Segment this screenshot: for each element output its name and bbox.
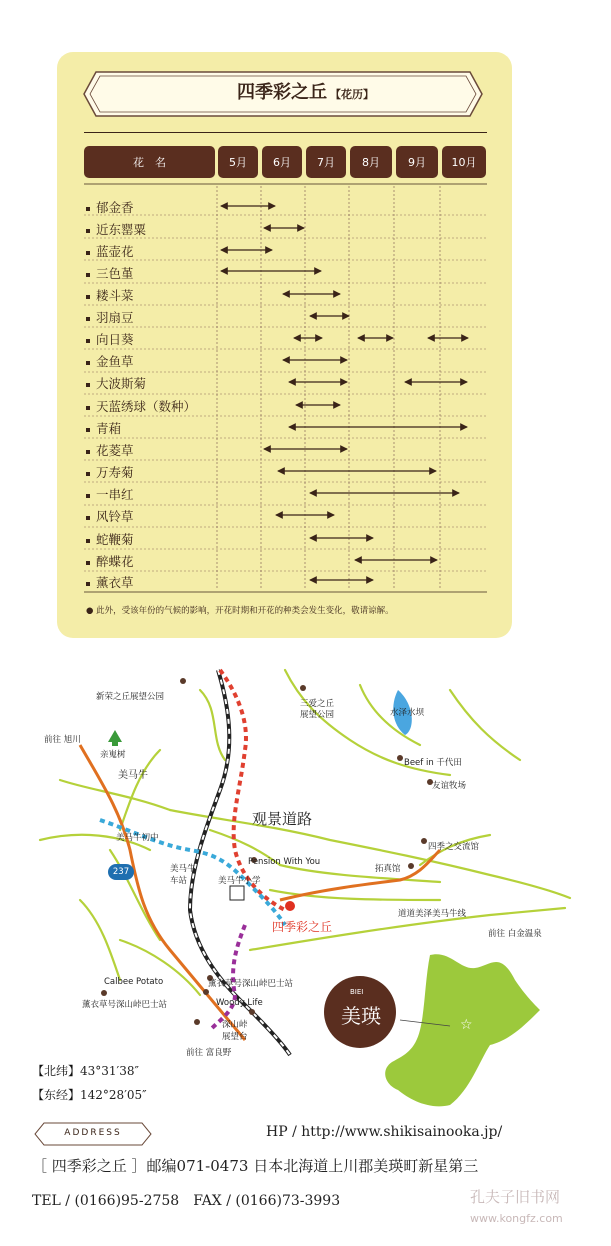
tel-fax: TEL / (0166)95-2758 FAX / (0166)73-3993 [32,1193,341,1209]
biei-label: 美瑛 [341,1004,381,1028]
map-label: 三爱之丘 [300,699,335,709]
calendar-subtitle: 【花历】 [330,88,374,101]
flower-row [86,352,134,370]
flower-name: 花菱草 [96,443,134,458]
map-label: 前往 白金温泉 [488,929,542,939]
hill-location-label: 四季彩之丘 [272,920,333,934]
flower-row [86,397,196,415]
homepage-url[interactable]: HP / http://www.shikisainooka.jp/ [266,1124,503,1140]
map-label: 展望公园 [300,710,335,720]
flower-name: 近东罂粟 [96,222,147,237]
flower-row [86,242,134,260]
header-month-5: 5月 [218,146,258,178]
map-label: 前往 旭川 [44,735,81,745]
flower-row [86,507,134,525]
header-month-10: 10月 [442,146,486,178]
map-label: 车站 [170,876,188,886]
map-label: 展望台 [222,1032,248,1042]
flower-name: 羽扇豆 [96,310,134,325]
map-label: 美马牛 [118,770,148,781]
latitude: 【北纬】43°31′38″ [32,1064,140,1078]
flower-name: 薰衣草 [96,575,134,590]
flower-name: 一串红 [96,487,134,502]
map-label: 道道美泽美马牛线 [398,909,467,919]
flower-row [86,573,134,591]
map-label: 友谊牧场 [432,781,467,791]
longitude: 【东经】142°28′05″ [32,1088,147,1102]
map-label: 水泽水坝 [390,708,425,718]
flower-row [86,198,134,216]
map-label: Woody Life [216,998,263,1008]
map-label: Calbee Potato [104,977,164,987]
watermark-url: www.kongfz.com [470,1212,563,1225]
flower-name: 青葙 [96,421,122,436]
route-237-badge: 237 [108,864,134,880]
postal-address: 邮编071-0473 日本北海道上川郡美瑛町新星第三 [146,1157,479,1175]
map-label: Pension With You [248,857,321,867]
address-line [32,1155,478,1176]
calendar-note: ● 此外，受该年份的气候的影响，开花时期和开花的种类会发生变化，敬请谅解。 [86,606,394,616]
map-label: 薰衣草号深山峠巴士站 [208,979,294,989]
map-label: 美马牛小学 [218,876,261,886]
flower-row [86,419,121,437]
watermark-text: 孔夫子旧书网 [470,1188,561,1206]
flower-name: 醉蝶花 [96,554,134,569]
flower-row [86,463,134,481]
flower-row [86,308,134,326]
map-label: 拓真馆 [375,864,401,874]
map-label: 新荣之丘展望公园 [96,692,165,702]
header-month-9: 9月 [396,146,438,178]
venue-name: ［ 四季彩之丘 ］ [32,1157,147,1175]
flower-row [86,330,134,348]
map-label: 美马牛初中 [116,833,159,843]
map-label: 薰衣草号深山峠巴士站 [82,1000,168,1010]
calendar-title-text: 四季彩之丘 [237,82,327,103]
flower-row [86,485,134,503]
flower-name: 万寿菊 [96,465,134,480]
flower-name: 金鱼草 [96,354,134,369]
flower-row [86,441,134,459]
flower-row [86,530,134,548]
flower-name: 郁金香 [96,200,134,215]
map-label: 美马牛 [170,864,196,874]
header-month-6: 6月 [262,146,302,178]
flower-row [86,264,134,282]
map-label: 观景道路 [252,810,313,828]
area-map [20,650,580,1130]
flower-name: 蓝壶花 [96,244,134,259]
flower-name: 向日葵 [96,332,134,347]
flower-name: 风铃草 [96,509,134,524]
flower-row [86,374,146,392]
map-label: 亲嵬树 [100,750,126,760]
header-month-8: 8月 [350,146,392,178]
flower-row [86,286,134,304]
header-flower-name: 花 名 [84,146,215,178]
flower-row [86,552,134,570]
flower-name: 耧斗菜 [96,288,134,303]
svg-text:☆: ☆ [460,1017,473,1033]
flower-name: 大波斯菊 [96,376,147,391]
flower-name: 天蓝绣球（数种） [96,399,197,414]
map-label: 四季之交流馆 [428,842,480,852]
header-month-7: 7月 [306,146,346,178]
flower-name: 三色堇 [96,266,134,281]
map-label: 前往 富良野 [186,1048,232,1058]
flower-name: 蛇鞭菊 [96,532,134,547]
map-label: 深山峠 [222,1020,248,1030]
address-badge: ADDRESS [64,1128,122,1138]
biei-small-label: BIEI [350,988,364,996]
map-label: Beef in 千代田 [404,758,462,768]
flower-row [86,220,146,238]
